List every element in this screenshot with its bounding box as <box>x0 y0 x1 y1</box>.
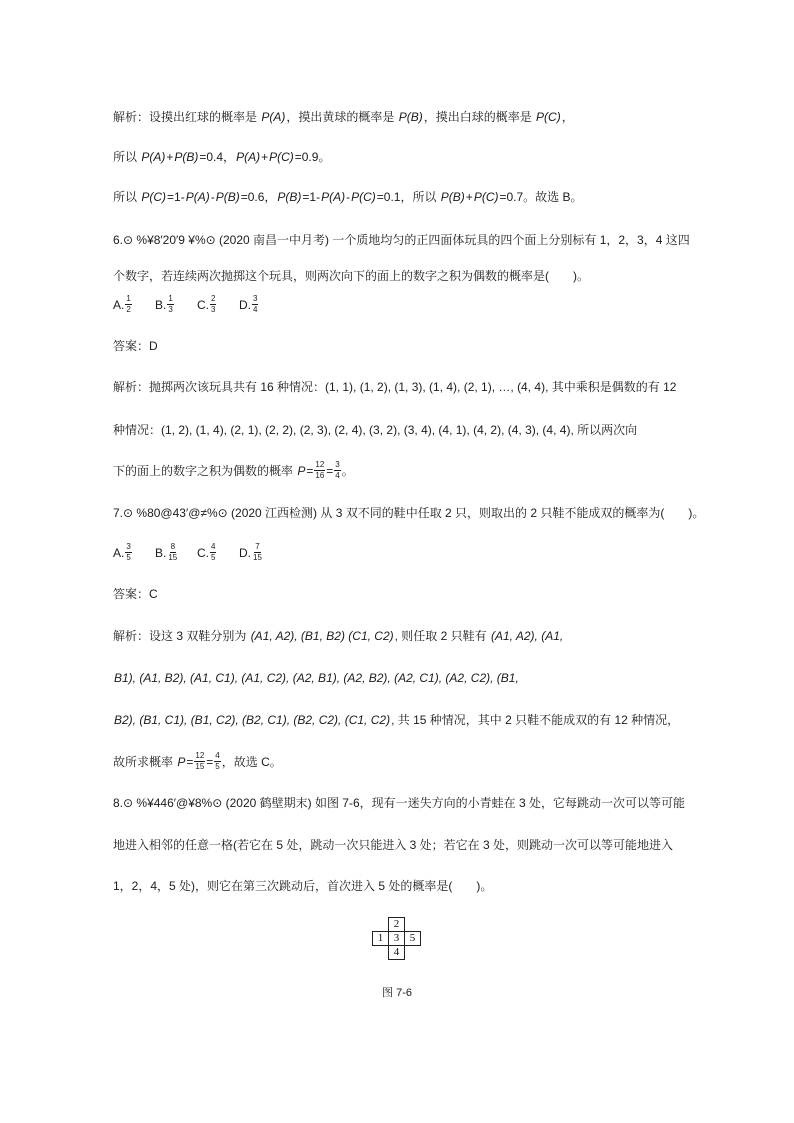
fraction-denominator: 15 <box>168 553 178 563</box>
frog-grid-figure <box>372 917 421 960</box>
math-expression: P(C) <box>351 190 376 204</box>
text-run: = <box>206 755 214 769</box>
grid-cell-top: 2 <box>388 917 405 932</box>
math-expression: P(A) <box>321 190 346 204</box>
q5-analysis-line-3 <box>113 188 583 206</box>
q7-analysis-line-4 <box>113 753 282 771</box>
math-expression: B1), (A1, B2), (A1, C1), (A1, C2), (A2, B1), (A2, B2), (A2, C1), (A2, C2), (B1, <box>114 671 519 685</box>
fraction <box>252 295 258 314</box>
math-expression: P(C) <box>536 110 561 124</box>
math-expression: P(A) <box>261 110 286 124</box>
math-expression: P(A) <box>185 190 210 204</box>
math-expression: (A1, A2), (B1, B2) (C1, C2) <box>250 629 394 643</box>
fraction <box>314 461 325 480</box>
grid-cell-left: 1 <box>372 931 389 946</box>
q8-stem-line-3 <box>113 877 492 895</box>
fraction <box>252 543 263 562</box>
q6-options <box>113 296 281 314</box>
fraction-denominator: 5 <box>215 762 220 772</box>
fraction-denominator: 4 <box>335 471 340 481</box>
option-label: B. <box>155 298 167 312</box>
q6-stem-line-2 <box>113 267 589 285</box>
fraction-numerator: 4 <box>211 542 216 552</box>
fraction-denominator: 4 <box>253 305 258 315</box>
grid-cell-bottom: 4 <box>388 945 405 960</box>
text-run: 所以 <box>113 190 141 204</box>
math-expression: (A1, A2), (A1, <box>490 629 564 643</box>
fraction-denominator: 3 <box>211 305 216 315</box>
text-run: =1- <box>167 190 185 204</box>
text-run: 地进入相邻的任意一格(若它在 5 处，跳动一次只能进入 3 处；若它在 3 处，则跳动一次可以等可能地进入 <box>113 838 674 852</box>
q6-stem-line-1 <box>113 231 690 249</box>
grid-cell-right: 5 <box>404 931 421 946</box>
text-run: 解析：设摸出红球的概率是 <box>113 110 261 124</box>
fraction-numerator: 3 <box>126 542 131 552</box>
q6-analysis-line-2 <box>113 421 637 439</box>
text-run: =0.6， <box>240 190 277 204</box>
text-run: 7.⊙ %80@43′@≠%⊙ (2020 江西检测) 从 3 双不同的鞋中任取 2 只，则取出的 2 只鞋不能成双的概率为( )。 <box>113 506 705 520</box>
text-run: =0.7。故选 B。 <box>499 190 583 204</box>
fraction-numerator: 2 <box>211 294 216 304</box>
figure-caption: 图 7-6 <box>382 987 412 999</box>
fraction <box>167 295 173 314</box>
math-expression: B2), (B1, C1), (B1, C2), (B2, C1), (B2, C2), (C1, C2) <box>114 713 391 727</box>
text-run: + <box>166 150 174 164</box>
math-expression: P(B) <box>440 190 465 204</box>
fraction-numerator: 1 <box>126 294 131 304</box>
option-label: C. <box>197 298 209 312</box>
fraction-numerator: 8 <box>170 542 176 552</box>
fraction-denominator: 16 <box>315 471 325 481</box>
option-b <box>155 296 197 315</box>
text-run: = <box>306 464 314 478</box>
math-expression: P(C) <box>473 190 499 204</box>
text-run: = <box>326 464 334 478</box>
text-run: + <box>261 150 269 164</box>
fraction <box>125 295 131 314</box>
option-c <box>197 544 239 563</box>
math-expression: P(C) <box>269 150 294 164</box>
math-expression: P <box>177 755 186 769</box>
text-run: 8.⊙ %¥446′@¥8%⊙ (2020 鹤壁期末) 如图 7-6，现有一迷失方向的小青蛙在 3 处，它每跳动一次可以等可能 <box>113 796 685 810</box>
q7-answer: 答案：C <box>113 587 158 601</box>
fraction-numerator: 3 <box>253 294 258 304</box>
q7-analysis-line-1 <box>113 627 564 645</box>
text-run: - <box>210 190 215 204</box>
q7-analysis-line-3 <box>113 711 679 729</box>
text-run: 所以 <box>113 150 141 164</box>
text-run: , 共 15 种情况，其中 2 只鞋不能成双的有 12 种情况， <box>391 713 680 727</box>
fraction-numerator: 4 <box>215 751 220 761</box>
fraction <box>210 295 216 314</box>
text-run: - <box>346 190 351 204</box>
q8-stem-line-1 <box>113 794 685 812</box>
fraction-numerator: 1 <box>168 294 173 304</box>
fraction <box>194 752 205 771</box>
text-run: 种情况：(1, 2), (1, 4), (2, 1), (2, 2), (2, 3), (2, 4), (3, 2), (3, 4), (4, 1), (4, 2), (4, 3), (4, 4), 所以两次向 <box>113 423 638 437</box>
math-expression: P(B) <box>398 110 423 124</box>
text-run: 个数字，若连续两次抛掷这个玩具，则两次向下的面上的数字之积为偶数的概率是( )。 <box>113 269 589 283</box>
math-expression: P(C) <box>141 190 167 204</box>
option-c <box>197 296 239 315</box>
text-run: = <box>186 755 194 769</box>
text-run: 下的面上的数字之积为偶数的概率 <box>113 464 297 478</box>
fraction-denominator: 15 <box>195 762 205 772</box>
option-label: B. <box>155 546 167 560</box>
fraction <box>167 543 178 562</box>
option-a <box>113 544 155 563</box>
q6-analysis-line-1 <box>113 378 676 396</box>
math-expression: P(B) <box>174 150 199 164</box>
text-run: 1，2，4，5 处)，则它在第三次跳动后，首次进入 5 处的概率是( )。 <box>113 879 493 893</box>
q5-analysis-line-1 <box>113 108 574 126</box>
option-d <box>239 544 281 563</box>
text-run: ，故选 C。 <box>221 755 282 769</box>
fraction-numerator: 12 <box>195 751 205 761</box>
text-run: =0.1，所以 <box>376 190 440 204</box>
option-label: A. <box>113 298 125 312</box>
math-expression: P <box>297 464 306 478</box>
text-run: =0.4， <box>199 150 236 164</box>
option-d <box>239 296 281 315</box>
fraction-denominator: 5 <box>126 553 131 563</box>
option-b <box>155 544 197 563</box>
fraction <box>125 543 131 562</box>
text-run: 解析：抛掷两次该玩具共有 16 种情况：(1, 1), (1, 2), (1, 3), (1, 4), (2, 1), …, (4, 4), 其中乘积是偶数的有 12 <box>113 380 677 394</box>
fraction <box>210 543 216 562</box>
fraction-denominator: 2 <box>126 305 131 315</box>
text-run: =1- <box>302 190 321 204</box>
q6-answer: 答案：D <box>113 339 158 353</box>
text-run: + <box>465 190 473 204</box>
text-run: ，摸出白球的概率是 <box>423 110 536 124</box>
q5-analysis-line-2 <box>113 148 330 166</box>
math-expression: P(B) <box>215 190 240 204</box>
fraction-numerator: 7 <box>255 542 260 552</box>
text-run: 故所求概率 <box>113 755 177 769</box>
option-a <box>113 296 155 315</box>
q7-stem-line-1 <box>113 504 704 522</box>
fraction <box>334 461 340 480</box>
text-run: 6.⊙ %¥8′20′9 ¥%⊙ (2020 南昌一中月考) 一个质地均匀的正四面体玩具的四个面上分别标有 1，2，3，4 这四 <box>113 233 690 247</box>
option-label: A. <box>113 546 125 560</box>
option-label: D. <box>239 546 251 560</box>
text-run: 解析：设这 3 双鞋分别为 <box>113 629 250 643</box>
text-run: , 则任取 2 只鞋有 <box>394 629 490 643</box>
fraction-denominator: 5 <box>211 553 216 563</box>
option-label: C. <box>197 546 209 560</box>
fraction-denominator: 15 <box>253 553 262 563</box>
fraction-numerator: 3 <box>335 460 340 470</box>
option-label: D. <box>239 298 251 312</box>
fraction-numerator: 12 <box>315 460 325 470</box>
q7-analysis-line-2 <box>113 669 520 687</box>
q6-analysis-line-3 <box>113 462 354 480</box>
text-run: ，摸出黄球的概率是 <box>286 110 398 124</box>
fraction-denominator: 3 <box>168 305 173 315</box>
grid-cell-center: 3 <box>388 931 405 946</box>
text-run: 。 <box>341 464 354 478</box>
text-run: ， <box>561 110 574 124</box>
math-expression: P(A) <box>236 150 261 164</box>
q7-options <box>113 544 281 562</box>
fraction <box>214 752 220 771</box>
math-expression: P(B) <box>277 190 302 204</box>
text-run: =0.9。 <box>294 150 331 164</box>
q8-stem-line-2 <box>113 836 673 854</box>
math-expression: P(A) <box>141 150 166 164</box>
